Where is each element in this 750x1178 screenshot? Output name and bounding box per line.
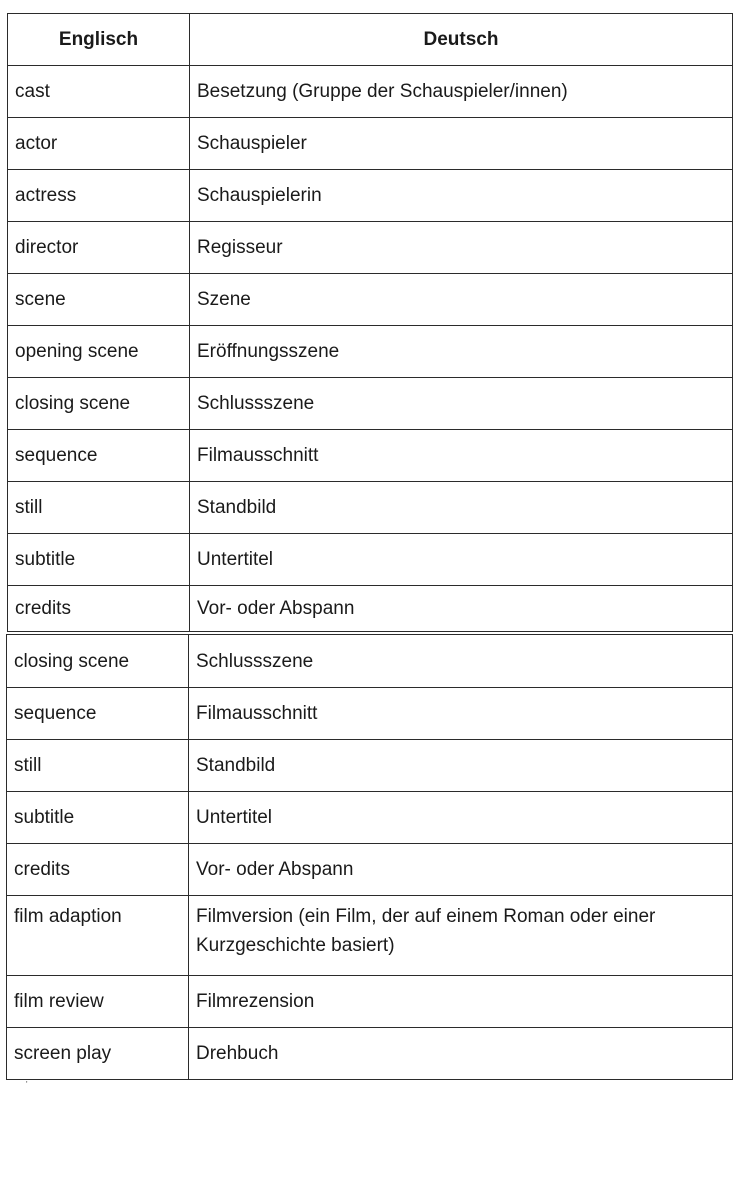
table-row — [8, 482, 733, 534]
english-term: credits — [7, 844, 189, 896]
german-term: Filmausschnitt — [189, 688, 733, 740]
english-term: subtitle — [7, 792, 189, 844]
german-term: Vor- oder Abspann — [189, 844, 733, 896]
english-term: subtitle — [8, 534, 190, 586]
german-term: Filmrezension — [189, 976, 733, 1028]
table-row — [7, 688, 733, 740]
table-row — [8, 430, 733, 482]
table-row — [8, 274, 733, 326]
english-term: director — [8, 222, 190, 274]
german-term: Untertitel — [190, 534, 733, 586]
english-term: actress — [8, 170, 190, 222]
table-row — [7, 635, 733, 688]
english-term: closing scene — [8, 378, 190, 430]
table-row — [8, 586, 733, 632]
german-term: Schlussszene — [190, 378, 733, 430]
german-term: Regisseur — [190, 222, 733, 274]
german-term: Schauspieler — [190, 118, 733, 170]
german-term: Schlussszene — [189, 635, 733, 688]
table-row — [8, 534, 733, 586]
english-term: still — [7, 740, 189, 792]
table-row — [7, 1028, 733, 1080]
german-term: Szene — [190, 274, 733, 326]
german-term: Besetzung (Gruppe der Schauspieler/innen) — [190, 66, 733, 118]
english-term: film review — [7, 976, 189, 1028]
table-header-row — [8, 14, 733, 66]
english-term: credits — [8, 586, 190, 632]
table-row — [7, 740, 733, 792]
table-row — [7, 976, 733, 1028]
table-row — [8, 66, 733, 118]
english-term: film adaption — [7, 896, 189, 976]
german-term: Standbild — [189, 740, 733, 792]
table-row — [7, 844, 733, 896]
english-term: scene — [8, 274, 190, 326]
table-row — [7, 896, 733, 976]
german-term: Eröffnungsszene — [190, 326, 733, 378]
table-row — [8, 326, 733, 378]
vocabulary-table-bottom — [6, 634, 733, 1080]
german-term: Drehbuch — [189, 1028, 733, 1080]
column-header-english: Englisch — [8, 14, 190, 66]
english-term: sequence — [7, 688, 189, 740]
english-term: still — [8, 482, 190, 534]
column-header-german: Deutsch — [190, 14, 733, 66]
german-term: Filmausschnitt — [190, 430, 733, 482]
german-term: Vor- oder Abspann — [190, 586, 733, 632]
table-row — [8, 378, 733, 430]
table-row — [8, 170, 733, 222]
german-term: Filmversion (ein Film, der auf einem Roman oder einer Kurzgeschichte basiert) — [189, 896, 733, 976]
stray-mark: ' — [26, 1080, 28, 1089]
table-row — [8, 222, 733, 274]
german-term: Schauspielerin — [190, 170, 733, 222]
german-term: Untertitel — [189, 792, 733, 844]
table-row — [7, 792, 733, 844]
english-term: closing scene — [7, 635, 189, 688]
english-term: sequence — [8, 430, 190, 482]
english-term: actor — [8, 118, 190, 170]
english-term: screen play — [7, 1028, 189, 1080]
english-term: cast — [8, 66, 190, 118]
english-term: opening scene — [8, 326, 190, 378]
table-row — [8, 118, 733, 170]
german-term: Standbild — [190, 482, 733, 534]
vocabulary-table-top — [7, 13, 733, 632]
